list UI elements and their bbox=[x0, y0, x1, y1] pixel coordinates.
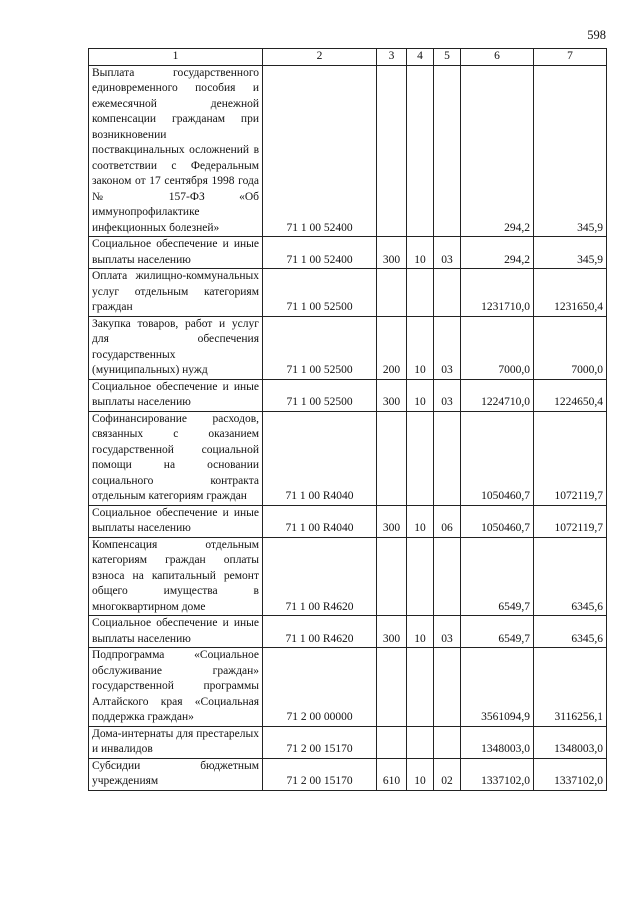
subsection bbox=[434, 726, 461, 758]
target-code: 71 1 00 52400 bbox=[263, 65, 377, 237]
amount-year-1: 1224710,0 bbox=[461, 379, 534, 411]
subsection bbox=[434, 537, 461, 616]
amount-year-1: 294,2 bbox=[461, 65, 534, 237]
target-code: 71 1 00 R4040 bbox=[263, 411, 377, 505]
expense-type bbox=[377, 411, 407, 505]
section: 10 bbox=[407, 758, 434, 790]
amount-year-2: 6345,6 bbox=[534, 616, 607, 648]
target-code: 71 1 00 52500 bbox=[263, 379, 377, 411]
expense-type: 610 bbox=[377, 758, 407, 790]
amount-year-1: 294,2 bbox=[461, 237, 534, 269]
table-row bbox=[89, 505, 607, 537]
table-row bbox=[89, 648, 607, 727]
row-name: Дома-интернаты для престарелых и инвалидов bbox=[89, 726, 263, 758]
amount-year-2: 1337102,0 bbox=[534, 758, 607, 790]
amount-year-2: 7000,0 bbox=[534, 316, 607, 379]
table-row bbox=[89, 726, 607, 758]
expense-type: 300 bbox=[377, 616, 407, 648]
section: 10 bbox=[407, 379, 434, 411]
table-row bbox=[89, 537, 607, 616]
amount-year-2: 1072119,7 bbox=[534, 505, 607, 537]
expense-type bbox=[377, 648, 407, 727]
column-header: 5 bbox=[434, 49, 461, 66]
amount-year-1: 3561094,9 bbox=[461, 648, 534, 727]
table-row bbox=[89, 616, 607, 648]
target-code: 71 1 00 52500 bbox=[263, 316, 377, 379]
column-header: 4 bbox=[407, 49, 434, 66]
budget-table bbox=[88, 48, 607, 791]
row-name: Софинансирование расходов, связанных с оказанием государственной социальной помощи на основании социального контракта отдельным категориям граждан bbox=[89, 411, 263, 505]
subsection: 06 bbox=[434, 505, 461, 537]
amount-year-1: 7000,0 bbox=[461, 316, 534, 379]
expense-type: 200 bbox=[377, 316, 407, 379]
target-code: 71 1 00 R4620 bbox=[263, 616, 377, 648]
row-name: Социальное обеспечение и иные выплаты населению bbox=[89, 505, 263, 537]
row-name: Выплата государственного единовременного пособия и ежемесячной денежной компенсации гражданам при возникновении поствакцинальных осложнений в соответствии с Федеральным законом от 17 сентября 1998 года № 157-ФЗ «Об иммунопрофилактике инфекционных болезней» bbox=[89, 65, 263, 237]
target-code: 71 1 00 52400 bbox=[263, 237, 377, 269]
expense-type: 300 bbox=[377, 237, 407, 269]
expense-type bbox=[377, 269, 407, 317]
expense-type bbox=[377, 537, 407, 616]
target-code: 71 1 00 R4040 bbox=[263, 505, 377, 537]
section bbox=[407, 726, 434, 758]
row-name: Социальное обеспечение и иные выплаты населению bbox=[89, 616, 263, 648]
amount-year-1: 1050460,7 bbox=[461, 505, 534, 537]
row-name: Компенсация отдельным категориям граждан оплаты взноса на капитальный ремонт общего имущества в многоквартирном доме bbox=[89, 537, 263, 616]
target-code: 71 1 00 R4620 bbox=[263, 537, 377, 616]
column-header: 2 bbox=[263, 49, 377, 66]
amount-year-2: 3116256,1 bbox=[534, 648, 607, 727]
section: 10 bbox=[407, 505, 434, 537]
column-header: 7 bbox=[534, 49, 607, 66]
amount-year-2: 1072119,7 bbox=[534, 411, 607, 505]
section: 10 bbox=[407, 616, 434, 648]
subsection: 02 bbox=[434, 758, 461, 790]
table-row bbox=[89, 65, 607, 237]
subsection bbox=[434, 411, 461, 505]
section bbox=[407, 65, 434, 237]
section bbox=[407, 537, 434, 616]
row-name: Социальное обеспечение и иные выплаты населению bbox=[89, 379, 263, 411]
header-row bbox=[89, 49, 607, 66]
amount-year-2: 1348003,0 bbox=[534, 726, 607, 758]
amount-year-1: 1050460,7 bbox=[461, 411, 534, 505]
subsection: 03 bbox=[434, 379, 461, 411]
column-header: 3 bbox=[377, 49, 407, 66]
amount-year-1: 1231710,0 bbox=[461, 269, 534, 317]
target-code: 71 2 00 15170 bbox=[263, 758, 377, 790]
row-name: Социальное обеспечение и иные выплаты населению bbox=[89, 237, 263, 269]
page-number: 598 bbox=[587, 28, 606, 42]
table-row bbox=[89, 316, 607, 379]
section: 10 bbox=[407, 237, 434, 269]
subsection: 03 bbox=[434, 316, 461, 379]
subsection bbox=[434, 269, 461, 317]
expense-type: 300 bbox=[377, 505, 407, 537]
section bbox=[407, 269, 434, 317]
target-code: 71 2 00 00000 bbox=[263, 648, 377, 727]
row-name: Закупка товаров, работ и услуг для обеспечения государственных (муниципальных) нужд bbox=[89, 316, 263, 379]
column-header: 1 bbox=[89, 49, 263, 66]
row-name: Подпрограмма «Социальное обслуживание граждан» государственной программы Алтайского края «Социальная поддержка граждан» bbox=[89, 648, 263, 727]
target-code: 71 1 00 52500 bbox=[263, 269, 377, 317]
amount-year-2: 345,9 bbox=[534, 237, 607, 269]
amount-year-2: 345,9 bbox=[534, 65, 607, 237]
section bbox=[407, 411, 434, 505]
table-row bbox=[89, 411, 607, 505]
subsection bbox=[434, 65, 461, 237]
amount-year-2: 1224650,4 bbox=[534, 379, 607, 411]
expense-type bbox=[377, 726, 407, 758]
amount-year-1: 1348003,0 bbox=[461, 726, 534, 758]
row-name: Субсидии бюджетным учреждениям bbox=[89, 758, 263, 790]
column-header: 6 bbox=[461, 49, 534, 66]
amount-year-1: 1337102,0 bbox=[461, 758, 534, 790]
target-code: 71 2 00 15170 bbox=[263, 726, 377, 758]
section bbox=[407, 648, 434, 727]
amount-year-2: 6345,6 bbox=[534, 537, 607, 616]
amount-year-1: 6549,7 bbox=[461, 616, 534, 648]
table-row bbox=[89, 237, 607, 269]
row-name: Оплата жилищно-коммунальных услуг отдельным категориям граждан bbox=[89, 269, 263, 317]
subsection bbox=[434, 648, 461, 727]
table-row bbox=[89, 269, 607, 317]
subsection: 03 bbox=[434, 237, 461, 269]
expense-type bbox=[377, 65, 407, 237]
amount-year-2: 1231650,4 bbox=[534, 269, 607, 317]
amount-year-1: 6549,7 bbox=[461, 537, 534, 616]
table-row bbox=[89, 379, 607, 411]
subsection: 03 bbox=[434, 616, 461, 648]
table-row bbox=[89, 758, 607, 790]
section: 10 bbox=[407, 316, 434, 379]
expense-type: 300 bbox=[377, 379, 407, 411]
